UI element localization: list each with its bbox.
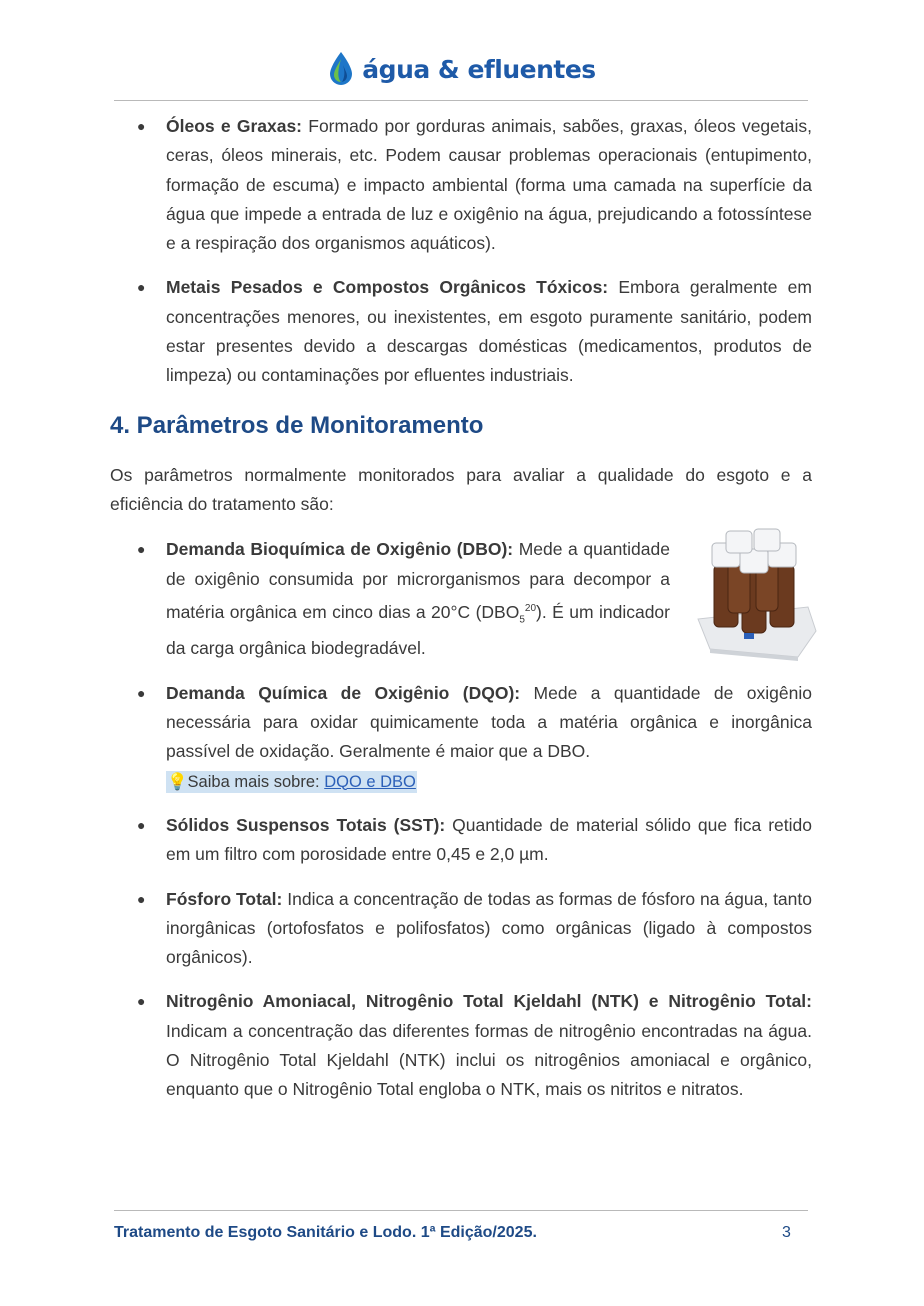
learn-more-note: 💡Saiba mais sobre: DQO e DBO — [167, 772, 416, 791]
item-text: Indicam a concentração das diferentes formas de nitrogênio encontradas na água. O Nitrogênio Total Kjeldahl (NTK) inclui os nitrogênios amoniacal e orgânico, enquanto que o Nitrogênio Total engloba o NTK, mais os nitritos e nitratos. — [166, 1020, 812, 1100]
item-text: Formado por gorduras animais, sabões, graxas, óleos vegetais, ceras, óleos minerais, etc. Podem causar problemas operacionais (entupimento, formação de escuma) e impacto ambiental (forma uma camada na superfície da água que impede a entrada de luz e oxigênio na água, prejudicando a fotossíntese e a respiração dos organismos aquáticos). — [166, 116, 812, 254]
bullet-icon: ● — [137, 993, 146, 1010]
bullet-icon: ● — [137, 816, 146, 833]
list-item — [110, 987, 812, 1104]
bullet-icon: ● — [137, 684, 146, 701]
item-title: Demanda Química de Oxigênio (DQO): — [166, 682, 521, 703]
item-text: Embora geralmente em concentrações menores, ou inexistentes, em esgoto puramente sanitário, podem estar presentes devido a descargas domésticas (medicamentos, produtos de limpeza) ou contaminações por efluentes industriais. — [166, 277, 812, 386]
footer-divider — [114, 1210, 808, 1211]
page-header — [0, 46, 924, 92]
item-title: Fósforo Total: — [166, 888, 283, 909]
bullet-icon: ● — [137, 118, 146, 134]
dbo-bottles-apparatus-image — [690, 521, 820, 661]
bullet-icon: ● — [137, 279, 146, 296]
lightbulb-icon: 💡 — [167, 772, 188, 791]
section-intro: Os parâmetros normalmente monitorados para avaliar a qualidade do esgoto e a eficiência do tratamento são: — [110, 464, 812, 514]
list-item — [110, 885, 812, 973]
list-item — [110, 679, 812, 796]
item-text: Quantidade de material sólido que fica retido em um filtro com porosidade entre 0,45 e 2,0 µm. — [166, 814, 812, 865]
list-item — [110, 811, 812, 870]
item-title: Óleos e Graxas: — [166, 116, 303, 136]
item-title: Demanda Bioquímica de Oxigênio (DBO): — [166, 539, 514, 560]
bullet-icon: ● — [137, 890, 146, 907]
header-divider — [114, 100, 808, 101]
list-item — [110, 112, 812, 258]
bullet-icon: ● — [137, 541, 146, 558]
item-text: Mede a quantidade de oxigênio necessária para oxidar quimicamente toda a matéria orgânica e inorgânica passível de oxidação. Geralmente é maior que a DBO. — [166, 682, 812, 762]
list-item — [110, 535, 812, 664]
dbo-text: Demanda Bioquímica de Oxigênio (DBO): Mede a quantidade de oxigênio consumida por microrganismos para decompor a matéria orgânica em cinco dias a 20°C $(DBO_5^{20})$. É um indicador da carga orgânica biodegradável. — [166, 539, 670, 659]
section-heading: 4. Parâmetros de Monitoramento — [110, 411, 484, 439]
water-drop-logo-icon — [328, 51, 354, 87]
item-title: Metais Pesados e Compostos Orgânicos Tóxicos: — [166, 277, 609, 298]
page-number: 3 — [782, 1224, 791, 1241]
pollutant-list — [110, 112, 812, 391]
page-content — [110, 112, 812, 1105]
footer-title: Tratamento de Esgoto Sanitário e Lodo. 1ª Edição/2025. — [114, 1224, 537, 1241]
item-text: Indica a concentração de todas as formas de fósforo na água, tanto inorgânicas (ortofosfatos e polifosfatos) como orgânicas (ligado à compostos orgânicos). — [166, 888, 812, 968]
item-title: Nitrogênio Amoniacal, Nitrogênio Total Kjeldahl (NTK) e Nitrogênio Total: — [166, 991, 812, 1012]
list-item — [110, 273, 812, 390]
item-title: Sólidos Suspensos Totais (SST): — [166, 814, 446, 835]
parameter-list — [110, 535, 812, 1104]
brand-name: água & efluentes — [362, 54, 596, 84]
dqo-dbo-link[interactable]: DQO e DBO — [324, 772, 416, 791]
